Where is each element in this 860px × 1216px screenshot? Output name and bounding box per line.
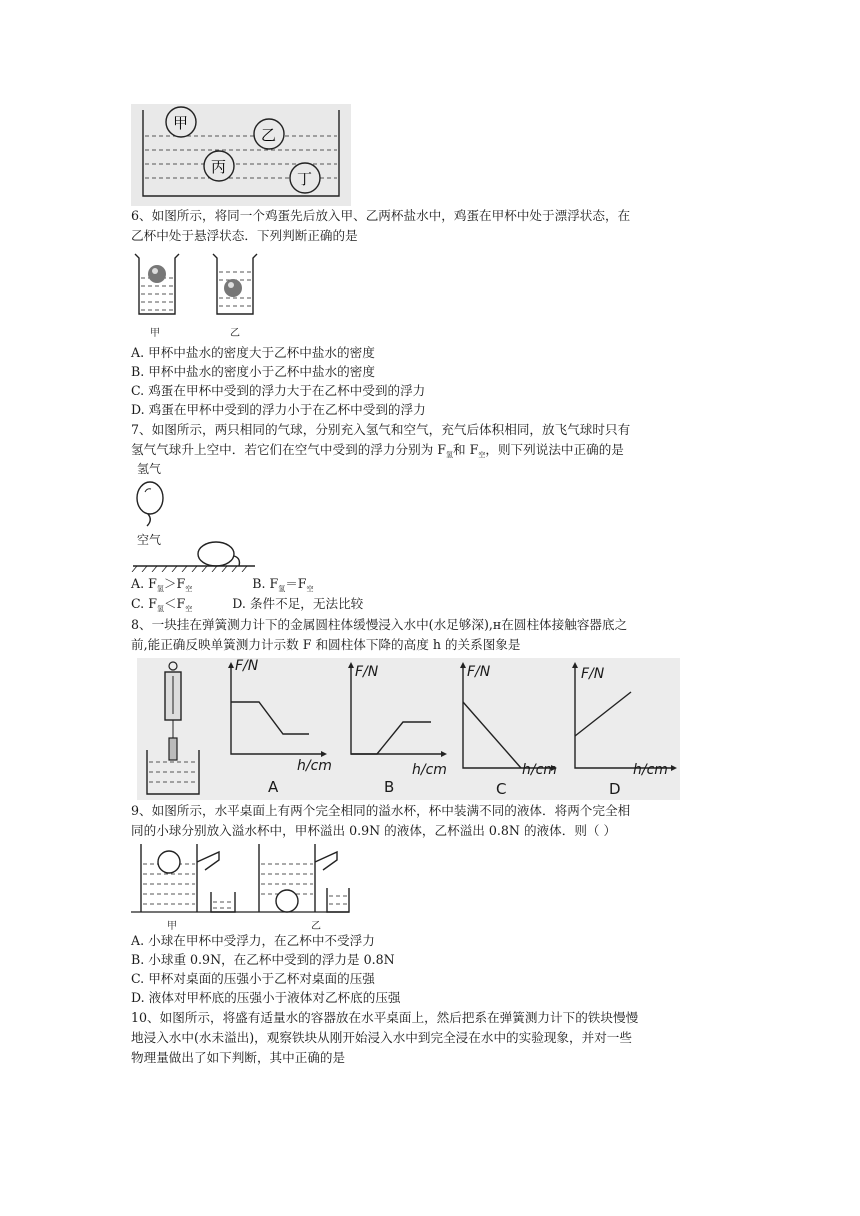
q8-stem-line1: 8、一块挂在弹簧测力计下的金属圆柱体缓慢浸入水中(水足够深),н在圆柱体接触容器底之 xyxy=(131,617,628,632)
graph-b-ylabel: F/N xyxy=(355,664,379,680)
q6-stem-line1: 6、如图所示，将同一个鸡蛋先后放入甲、乙两杯盐水中，鸡蛋在甲杯中处于漂浮状态，在 xyxy=(131,208,631,223)
air-label: 空气 xyxy=(137,533,162,547)
q8-stem-line2: 前,能正确反映单簧测力计示数 F 和圆柱体下降的高度 h 的关系图象是 xyxy=(131,637,521,652)
q9-option-a: A. 小球在甲杯中受浮力，在乙杯中不受浮力 xyxy=(131,933,375,948)
ball-label-bing: 丙 xyxy=(211,158,227,176)
beaker-label-yi: 乙 xyxy=(230,328,240,339)
cup-label-jia: 甲 xyxy=(167,921,177,932)
graph-c-letter: C xyxy=(496,780,507,798)
q9-option-b: B. 小球重 0.9N，在乙杯中受到的浮力是 0.8N xyxy=(131,952,395,967)
graph-a-xlabel: h/cm xyxy=(297,758,332,774)
q9-stem-line2: 同的小球分别放入溢水杯中，甲杯溢出 0.9N 的液体，乙杯溢出 0.8N 的液体．则（ ） xyxy=(131,823,617,838)
cup-label-yi: 乙 xyxy=(311,921,321,932)
graph-b-letter: B xyxy=(384,778,395,796)
q6-stem-line2: 乙杯中处于悬浮状态．下列判断正确的是 xyxy=(131,228,358,243)
q6-option-c: C. 鸡蛋在甲杯中受到的浮力大于在乙杯中受到的浮力 xyxy=(131,383,426,398)
balls-in-tank-figure xyxy=(131,104,351,206)
q7-options-row2: C. $F_氢<F_空$ D. 条件不足，无法比较 xyxy=(131,596,364,613)
ball-label-ding: 丁 xyxy=(297,170,313,188)
graph-a-ylabel: F/N xyxy=(235,658,259,674)
q9-option-c: C. 甲杯对桌面的压强小于乙杯对桌面的压强 xyxy=(131,971,375,986)
hydrogen-label: 氢气 xyxy=(137,462,162,476)
ball-label-yi: 乙 xyxy=(261,126,277,144)
balloons-figure xyxy=(131,476,261,572)
graph-c-xlabel: h/cm xyxy=(522,762,557,778)
graph-d-ylabel: F/N xyxy=(581,666,605,682)
graph-d-xlabel: h/cm xyxy=(633,762,668,778)
graph-b-xlabel: h/cm xyxy=(412,762,447,778)
q7-options-row1: A. $F_氢>F_空$ B. $F_氢=F_空$ xyxy=(131,576,314,593)
q6-option-b: B. 甲杯中盐水的密度小于乙杯中盐水的密度 xyxy=(131,364,375,379)
q7-stem-line2: 氢气气球升上空中．若它们在空气中受到的浮力分别为 $F_氢$和 $F_空$，则下列说法中正确的是 xyxy=(131,442,624,459)
ball-label-jia: 甲 xyxy=(173,114,189,132)
overflow-cups-figure xyxy=(131,840,351,916)
egg-beakers-figure xyxy=(131,250,271,324)
graph-c-ylabel: F/N xyxy=(467,664,491,680)
q6-option-d: D. 鸡蛋在甲杯中受到的浮力小于在乙杯中受到的浮力 xyxy=(131,402,426,417)
q6-option-a: A. 甲杯中盐水的密度大于乙杯中盐水的密度 xyxy=(131,345,375,360)
q10-stem-line1: 10、如图所示，将盛有适量水的容器放在水平桌面上，然后把系在弹簧测力计下的铁块慢慢 xyxy=(131,1010,639,1025)
q10-stem-line2: 地浸入水中(水未溢出)，观察铁块从刚开始浸入水中到完全浸在水中的实验现象，并对一些 xyxy=(131,1030,632,1045)
q9-stem-line1: 9、如图所示，水平桌面上有两个完全相同的溢水杯，杯中装满不同的液体．将两个完全相 xyxy=(131,803,631,818)
q7-stem-line1: 7、如图所示，两只相同的气球，分别充入氢气和空气，充气后体积相同，放飞气球时只有 xyxy=(131,422,631,437)
beaker-label-jia: 甲 xyxy=(150,328,160,339)
graph-d-letter: D xyxy=(609,780,621,798)
q9-option-d: D. 液体对甲杯底的压强小于液体对乙杯底的压强 xyxy=(131,990,401,1005)
q10-stem-line3: 物理量做出了如下判断，其中正确的是 xyxy=(131,1050,346,1065)
graph-a-letter: A xyxy=(268,778,279,796)
